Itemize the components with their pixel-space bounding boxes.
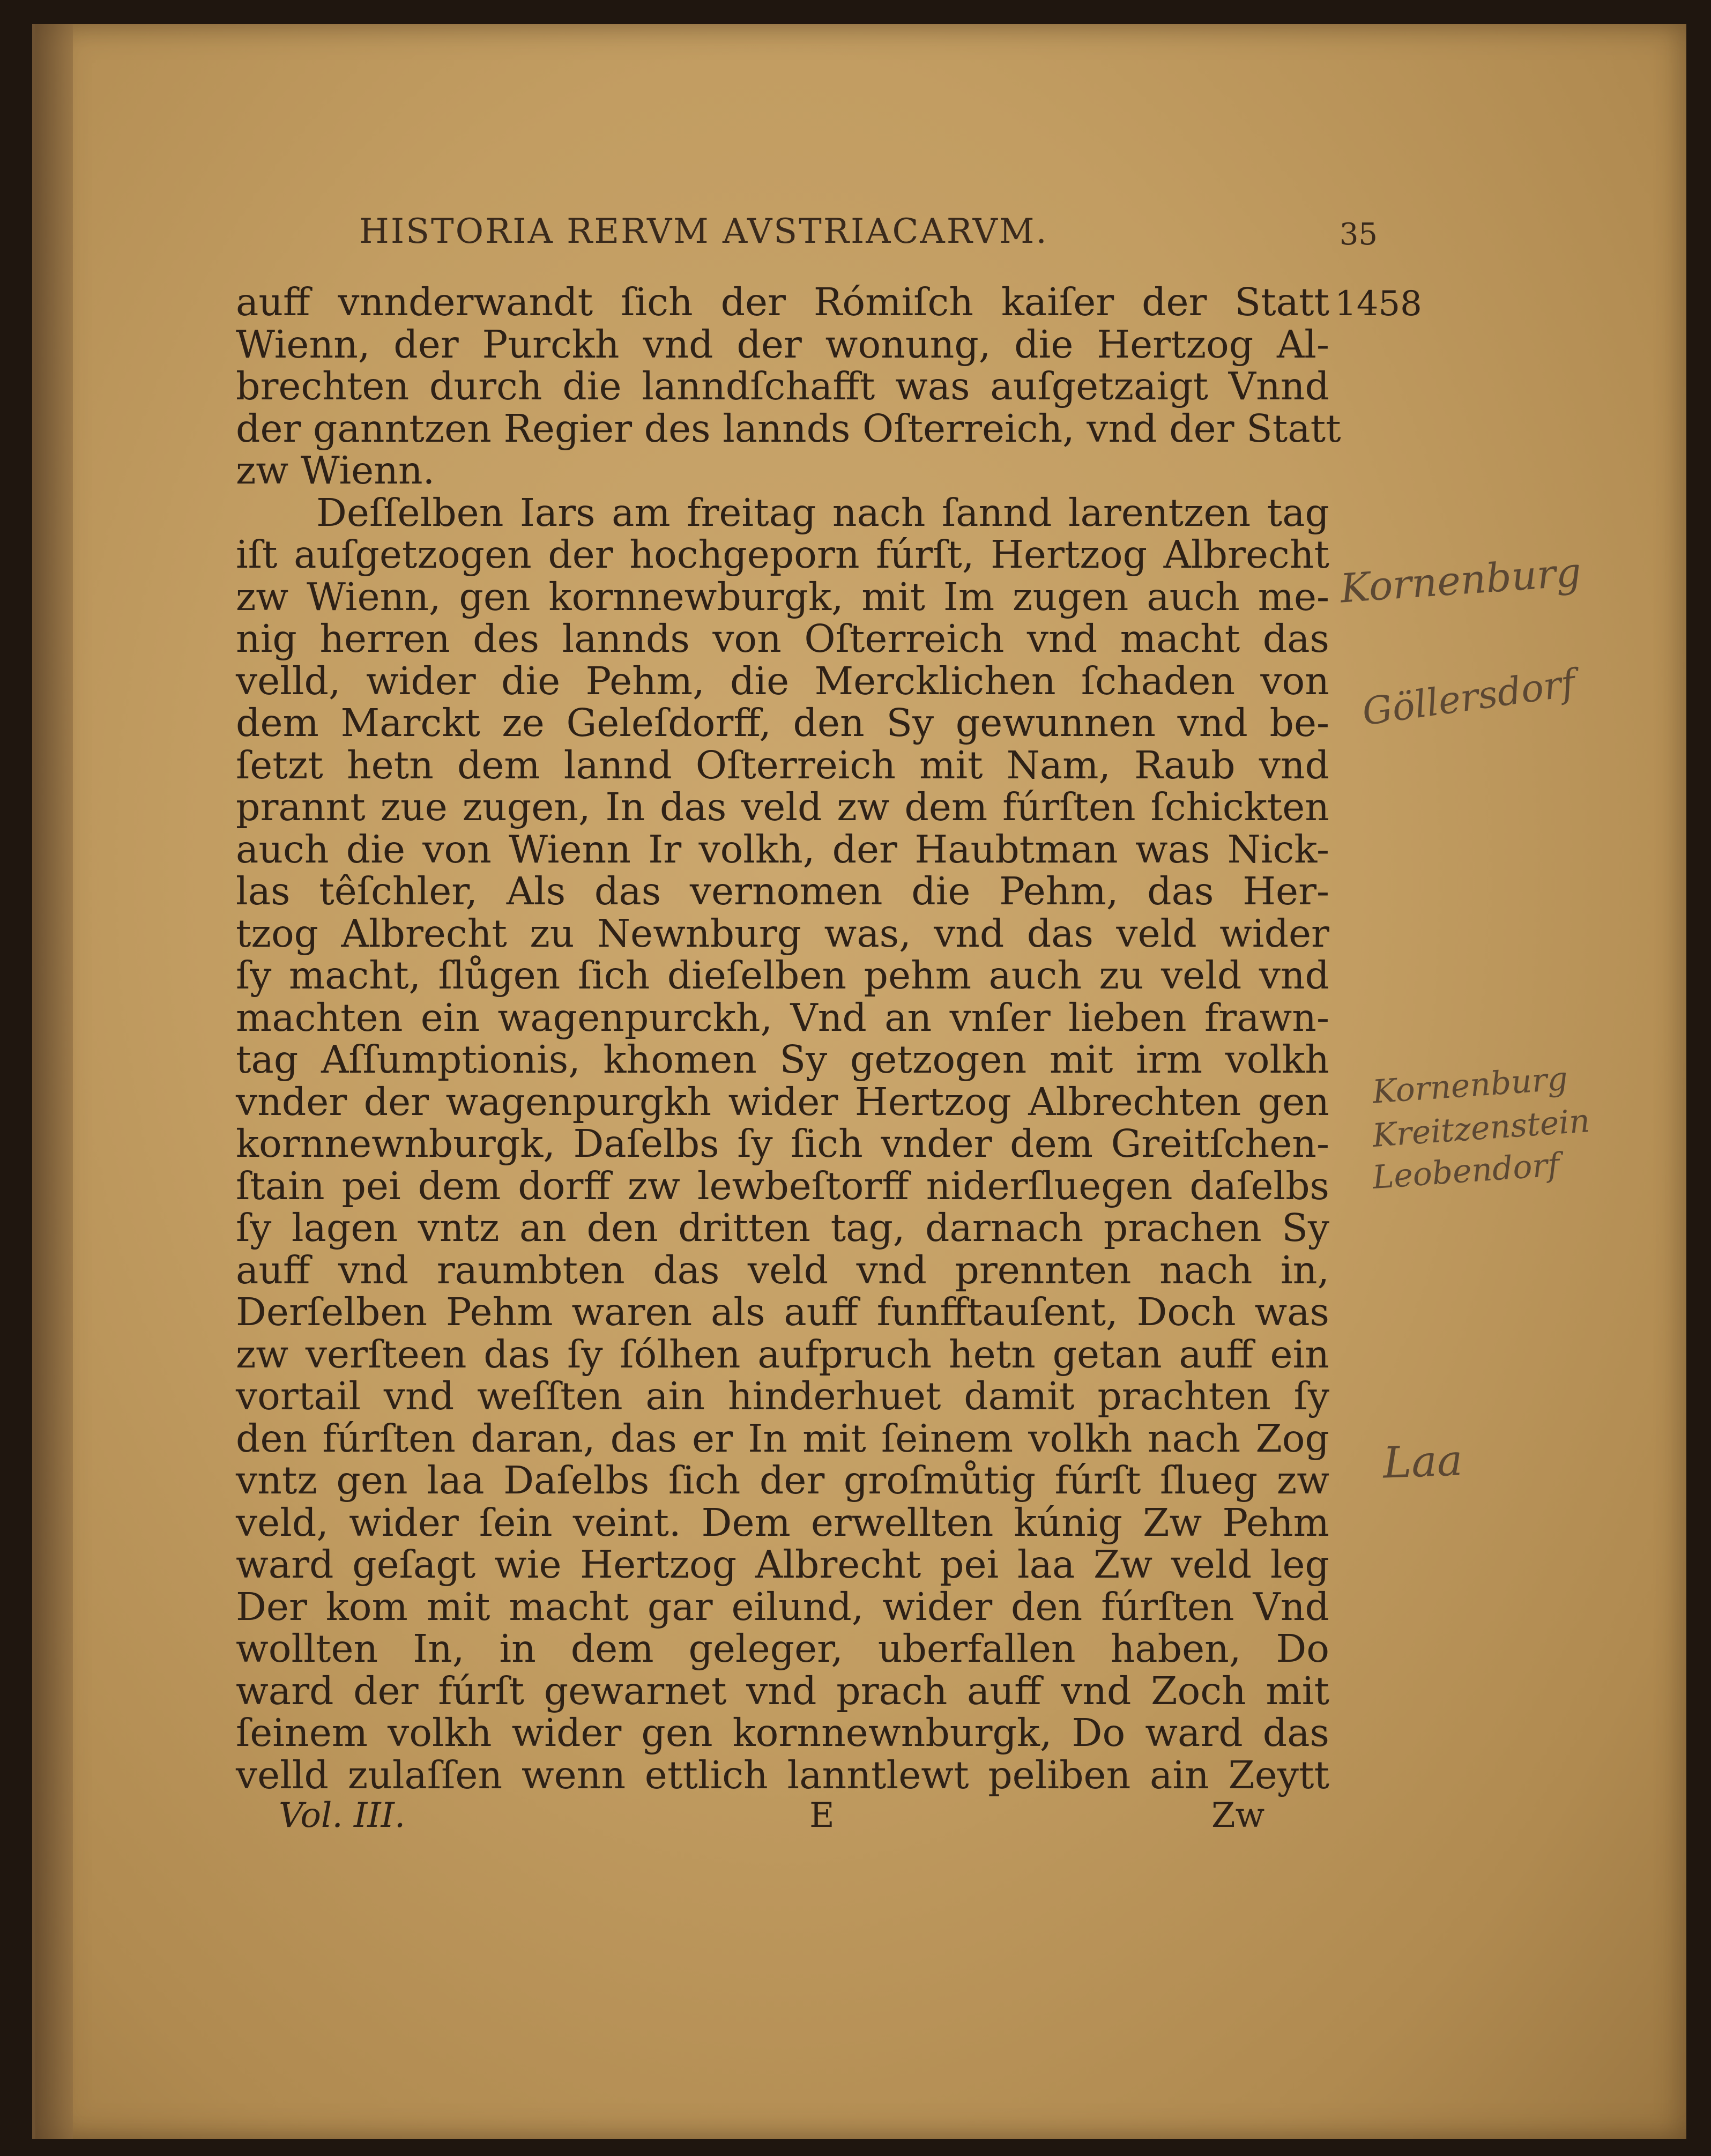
text-line: Deſſelben Iars am freitag nach ſannd larentzen tag <box>316 490 1329 535</box>
text-line: prannt zue zugen, In das veld zw dem fúrſten ſchickten <box>236 785 1329 829</box>
body-text <box>236 280 1341 1797</box>
text-line: vntz gen laa Daſelbs ſich der groſmůtig fúrſt ſlueg zw <box>236 1458 1329 1503</box>
text-line: ward der fúrſt gewarnet vnd prach auff vnd Zoch mit <box>236 1668 1329 1713</box>
handwritten-note: Kreitzenstein <box>1371 1102 1591 1155</box>
text-line: ward geſagt wie Hertzog Albrecht pei laa Zw veld leg <box>236 1542 1329 1587</box>
running-head <box>359 212 1378 260</box>
text-line: vortail vnd weſſten ain hinderhuet damit prachten ſy <box>236 1374 1329 1418</box>
text-line: wollten In, in dem geleger, uberfallen haben, Do <box>236 1626 1329 1671</box>
text-line: auff vnd raumbten das veld vnd prennten nach in, <box>236 1247 1329 1292</box>
text-line: ſy lagen vntz an den dritten tag, darnach prachen Sy <box>236 1206 1329 1250</box>
handwritten-note: Leobendorf <box>1371 1146 1561 1197</box>
text-line: las têſchler, Als das vernomen die Pehm, das Her- <box>236 869 1329 913</box>
text-line: ſetzt hetn dem lannd Oſterreich mit Nam, Raub vnd <box>236 742 1329 787</box>
text-line: brechten durch die lanndſchafft was auſgetzaigt Vnnd <box>236 364 1329 408</box>
text-line: Derſelben Pehm waren als auff funfftauſent, Doch was <box>236 1290 1329 1334</box>
margin-year: 1458 <box>1335 284 1422 324</box>
text-line: zw Wienn, gen kornnewburgk, mit Im zugen auch me- <box>236 574 1329 619</box>
text-line: ſy macht, ſlůgen ſich dieſelben pehm auch zu veld vnd <box>236 953 1329 998</box>
catchword: Zw <box>1211 1796 1265 1835</box>
text-line: zw Wienn. <box>236 448 435 493</box>
text-line: tag Aſſumptionis, khomen Sy getzogen mit irm volkh <box>236 1037 1329 1082</box>
signature-mark: E <box>809 1796 835 1835</box>
text-line: zw verſteen das ſy ſólhen aufpruch hetn getan auff ein <box>236 1332 1329 1377</box>
text-line: auff vnnderwandt ſich der Rómiſch kaiſer der Statt <box>236 280 1329 324</box>
text-line: Wienn, der Purckh vnd der wonung, die Hertzog Al- <box>236 322 1329 367</box>
text-line: vnder der wagenpurgkh wider Hertzog Albrechten gen <box>236 1079 1329 1124</box>
text-line: nig herren des lannds von Oſterreich vnd macht das <box>236 616 1329 661</box>
text-line: den fúrſten daran, das er In mit ſeinem volkh nach Zog <box>236 1416 1329 1461</box>
text-line: dem Marckt ze Geleſdorff, den Sy gewunnen vnd be- <box>236 701 1329 745</box>
text-line: machten ein wagenpurckh, Vnd an vnſer lieben frawn- <box>236 995 1329 1040</box>
text-line: auch die von Wienn Ir volkh, der Haubtman was Nick- <box>236 827 1329 872</box>
book-spine-shadow <box>35 24 73 2139</box>
page-number: 35 <box>1339 217 1378 252</box>
text-line: velld zulaſſen wenn ettlich lanntlewt peliben ain Zeytt <box>236 1752 1329 1797</box>
text-line: veld, wider ſein veint. Dem erwellten kúnig Zw Pehm <box>236 1500 1329 1545</box>
text-line: kornnewnburgk, Daſelbs ſy ſich vnder dem Greitſchen- <box>236 1121 1329 1166</box>
handwritten-note: Kornenburg <box>1338 549 1583 612</box>
handwritten-note: Laa <box>1382 1435 1464 1488</box>
text-line: ſeinem volkh wider gen kornnewnburgk, Do ward das <box>236 1711 1329 1755</box>
text-line: der ganntzen Regier des lannds Oſterreich, vnd der Statt <box>236 406 1341 451</box>
volume-label: Vol. III. <box>279 1796 406 1835</box>
text-line: tzog Albrecht zu Newnburg was, vnd das veld wider <box>236 911 1329 956</box>
handwritten-note: Göllersdorf <box>1359 660 1578 734</box>
text-line: Der kom mit macht gar eilund, wider den fúrſten Vnd <box>236 1584 1329 1629</box>
text-line: velld, wider die Pehm, die Mercklichen ſchaden von <box>236 658 1329 703</box>
handwritten-note: Kornenburg <box>1371 1060 1569 1111</box>
text-line: iſt auſgetzogen der hochgeporn fúrſt, Hertzog Albrecht <box>236 532 1329 577</box>
text-line: ſtain pei dem dorff zw lewbeſtorff niderſluegen daſelbs <box>236 1163 1329 1208</box>
running-title: HISTORIA RERVM AVSTRIACARVM. <box>359 212 1048 251</box>
